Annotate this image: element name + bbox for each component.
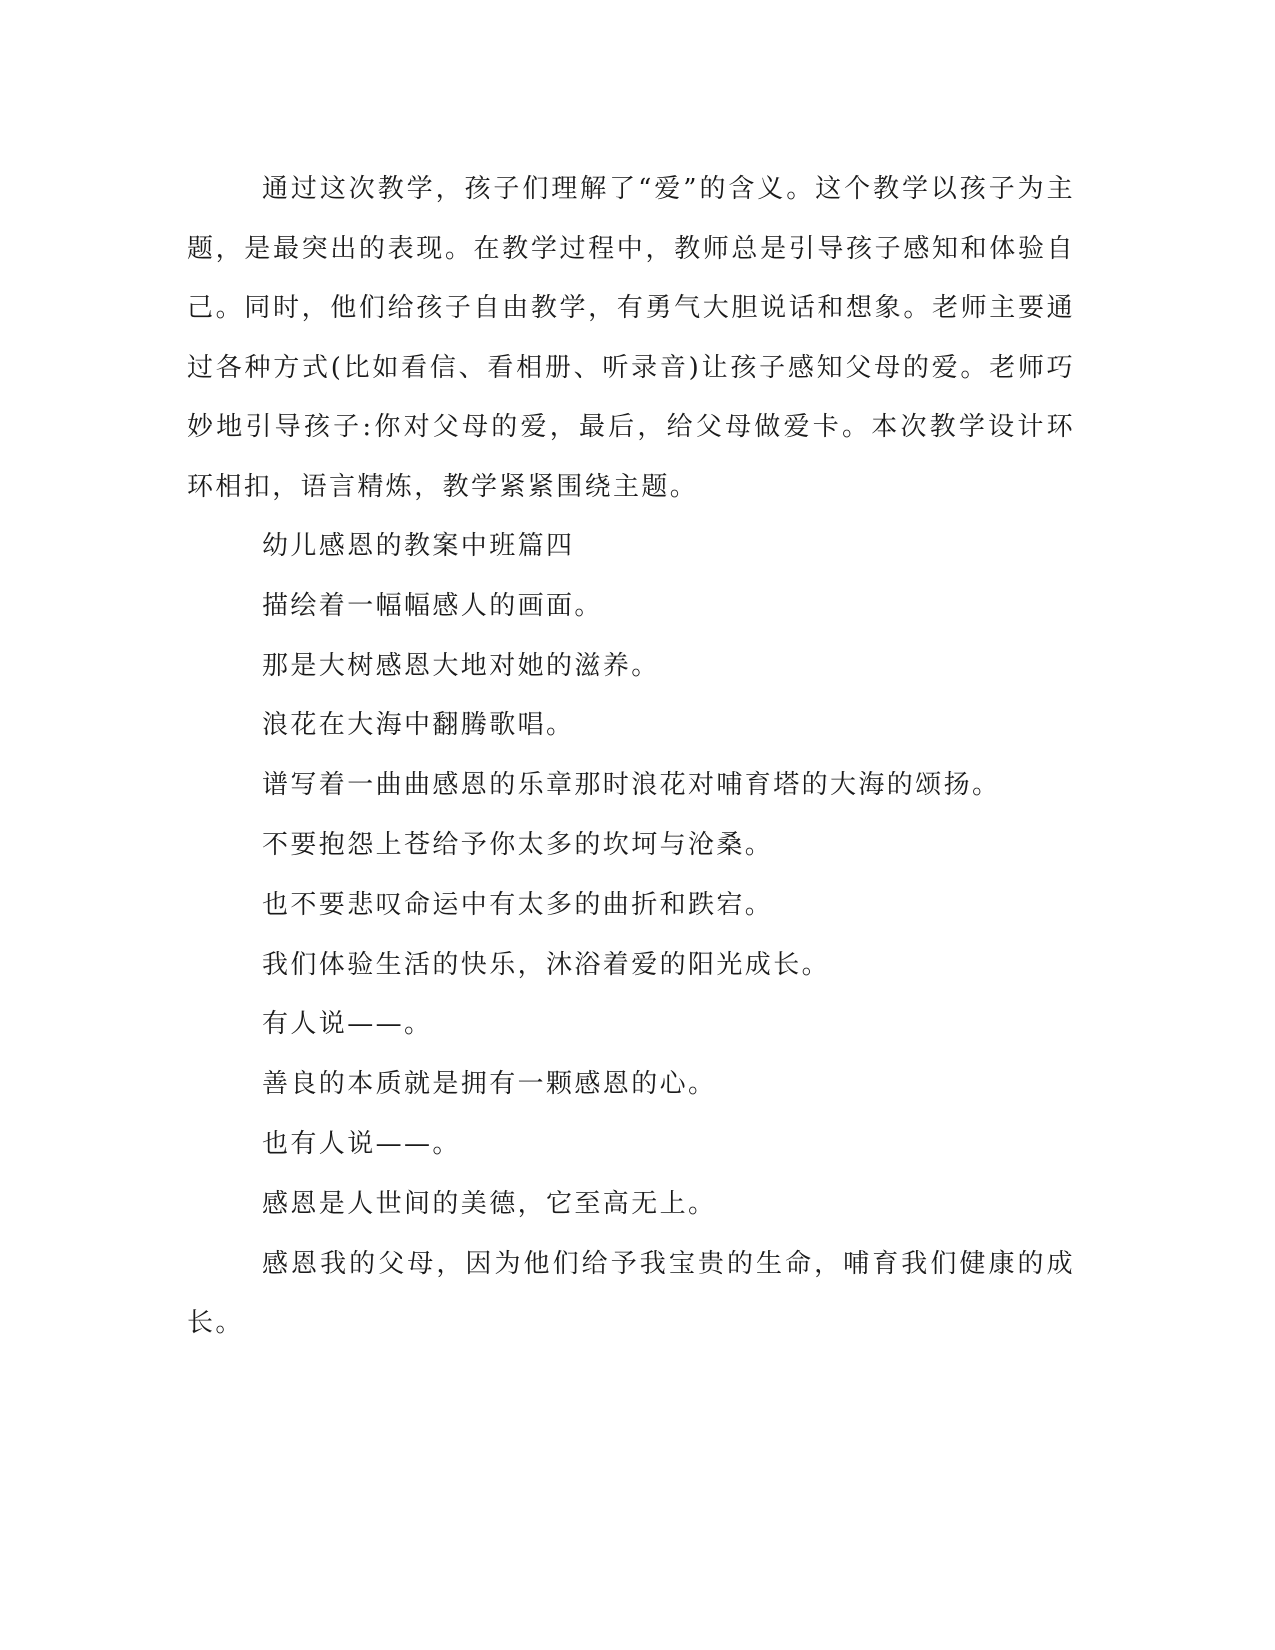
paragraph-gratitude-parents: 感恩我的父母，因为他们给予我宝贵的生命，哺育我们健康的成长。 [187, 1248, 1075, 1339]
paragraph-line: 感恩是人世间的美德，它至高无上。 [262, 1188, 717, 1219]
paragraph-line: 描绘着一幅幅感人的画面。 [262, 590, 603, 621]
paragraph-line: 谱写着一曲曲感恩的乐章那时浪花对哺育塔的大海的颂扬。 [262, 770, 1001, 801]
paragraph-line: 不要抱怨上苍给予你太多的坎坷与沧桑。 [262, 829, 774, 860]
section-heading: 幼儿感恩的教案中班篇四 [262, 531, 575, 561]
paragraph-line: 我们体验生活的快乐，沐浴着爱的阳光成长。 [262, 949, 831, 980]
paragraph-line: 浪花在大海中翻腾歌唱。 [262, 710, 575, 741]
paragraph-line: 也有人说——。 [262, 1128, 461, 1159]
document-body [187, 160, 1075, 1354]
paragraph-line: 也不要悲叹命运中有太多的曲折和跌宕。 [262, 889, 774, 920]
paragraph-line: 善良的本质就是拥有一颗感恩的心。 [262, 1069, 717, 1100]
paragraph-line: 那是大树感恩大地对她的滋养。 [262, 650, 660, 681]
paragraph-teaching-reflection: 通过这次教学，孩子们理解了“爱”的含义。这个教学以孩子为主题，是最突出的表现。在教学过程中，教师总是引导孩子感知和体验自己。同时，他们给孩子自由教学，有勇气大胆说话和想象。老师主要通过各种方式(比如看信、看相册、听录音)让孩子感知父母的爱。老师巧妙地引导孩子:你对父母的爱，最后，给父母做爱卡。本次教学设计环环相扣，语言精炼，教学紧紧围绕主题。 [187, 174, 1075, 502]
paragraph-line: 有人说——。 [262, 1009, 433, 1040]
